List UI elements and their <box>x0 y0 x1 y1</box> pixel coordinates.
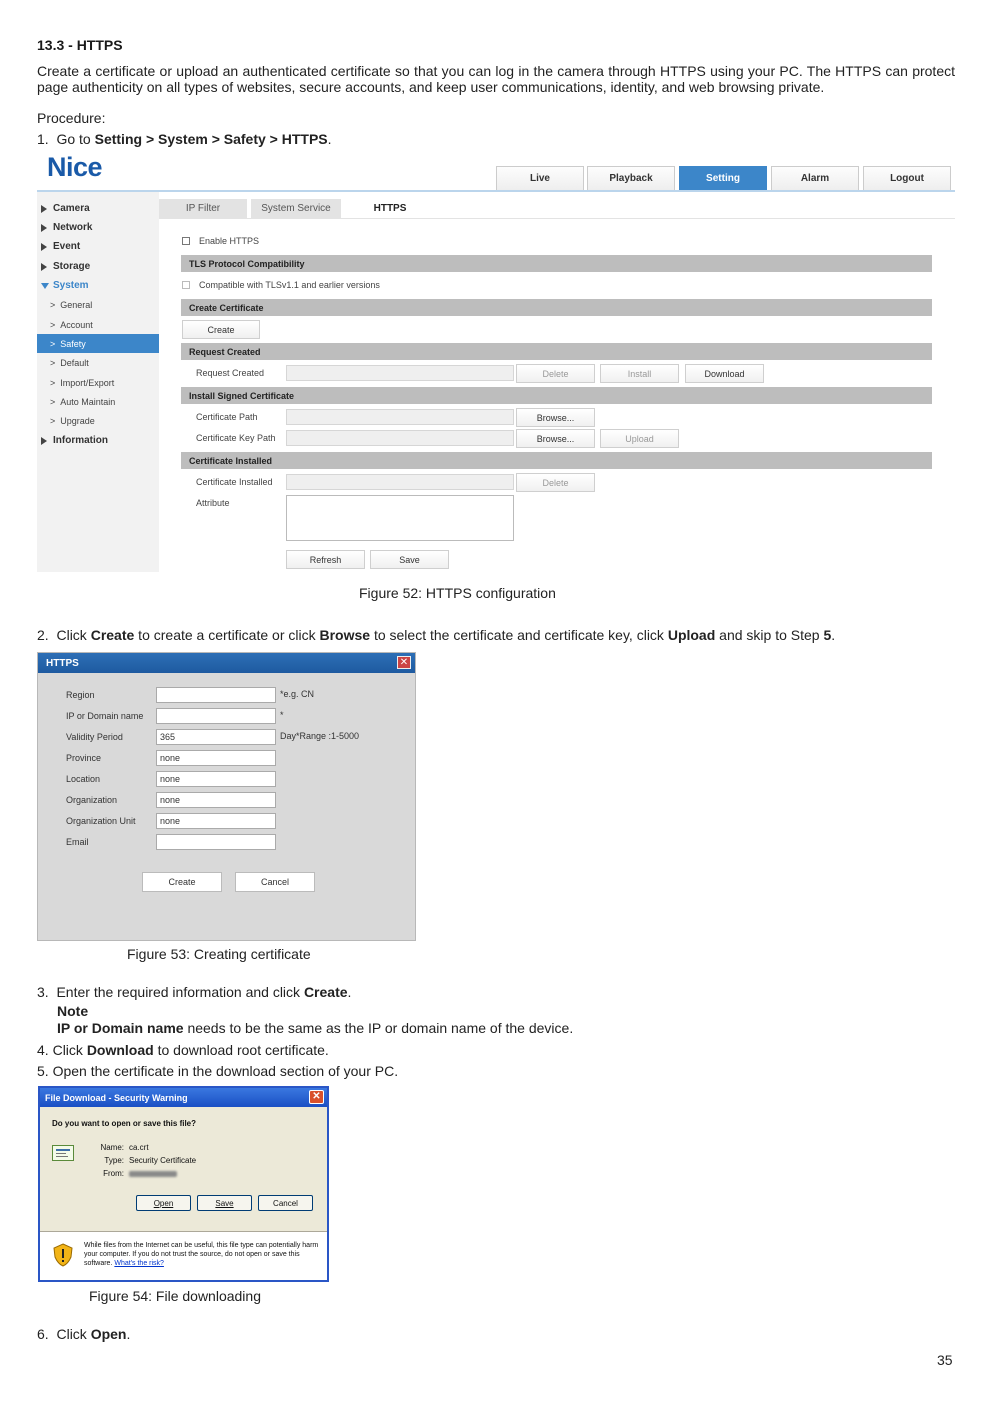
create-cert-section-header: Create Certificate <box>181 299 932 316</box>
sidebar-item-label: Auto Maintain <box>60 396 116 407</box>
sidebar-item-label: General <box>60 299 93 310</box>
step-text: . <box>126 1326 131 1342</box>
certificate-icon <box>52 1145 74 1161</box>
sidebar-item-camera[interactable] <box>37 199 159 218</box>
dialog-titlebar <box>38 653 415 673</box>
organization-label: Organization <box>66 795 118 805</box>
province-input[interactable]: none <box>156 750 276 766</box>
tab-system-service[interactable]: System Service <box>251 199 341 218</box>
domain-input[interactable] <box>156 708 276 724</box>
delete-request-button[interactable]: Delete <box>516 364 595 383</box>
warning-body: While files from the Internet can be useful, this file type can potentially harm your computer. If you do not trust the source, do not open or save this software. <box>84 1242 319 1267</box>
blurred-source <box>129 1171 177 1177</box>
warning-text <box>84 1241 320 1268</box>
cert-installed-label: Certificate Installed <box>196 477 273 487</box>
step-number: 6. <box>37 1326 49 1342</box>
chevron-right-icon: > <box>50 299 56 310</box>
region-input[interactable] <box>156 687 276 703</box>
browse-cert-button[interactable]: Browse... <box>516 408 595 427</box>
note-text <box>57 1020 573 1036</box>
sidebar-item-label: Storage <box>53 261 91 272</box>
region-label: Region <box>66 690 95 700</box>
step-number: 5. <box>37 1063 49 1079</box>
step-bold: 5 <box>823 627 832 643</box>
enable-https-label: Enable HTTPS <box>199 236 260 246</box>
validity-input[interactable]: 365 <box>156 729 276 745</box>
validity-label: Validity Period <box>66 732 123 742</box>
step-bold: Create <box>90 627 135 643</box>
risk-link[interactable]: What's the risk? <box>114 1260 164 1267</box>
step-text: to select the certificate and certificate key, click <box>370 627 668 643</box>
sidebar-item-label: Default <box>60 357 89 368</box>
cancel-label: Cancel <box>273 1198 298 1208</box>
figure-52-caption: Figure 52: HTTPS configuration <box>359 585 556 601</box>
refresh-button[interactable]: Refresh <box>286 550 365 569</box>
chevron-right-icon: > <box>50 415 56 426</box>
procedure-label: Procedure: <box>37 110 106 126</box>
create-certificate-button[interactable]: Create <box>182 320 260 339</box>
sidebar-item-information[interactable] <box>37 431 159 450</box>
step-number: 1. <box>37 131 49 147</box>
dialog-question: Do you want to open or save this file? <box>52 1119 197 1128</box>
note-body: needs to be the same as the IP or domain name of the device. <box>183 1020 574 1036</box>
browse-key-button[interactable]: Browse... <box>516 429 595 448</box>
collapse-arrow-icon <box>41 283 49 289</box>
step-text: Click <box>52 1042 87 1058</box>
province-label: Province <box>66 753 102 763</box>
sidebar <box>37 192 159 572</box>
install-button[interactable]: Install <box>600 364 679 383</box>
delete-installed-button[interactable]: Delete <box>516 473 595 492</box>
step-bold: Browse <box>319 627 371 643</box>
type-label: Type: <box>104 1156 124 1165</box>
download-button[interactable]: Download <box>685 364 764 383</box>
org-unit-label: Organization Unit <box>66 816 136 826</box>
page-number: 35 <box>937 1352 953 1368</box>
step-text: to download root certificate. <box>153 1042 329 1058</box>
step-text: . <box>327 131 332 147</box>
email-label: Email <box>66 837 89 847</box>
sidebar-item-system[interactable] <box>37 276 159 295</box>
expand-arrow-icon <box>41 243 47 251</box>
sidebar-item-storage[interactable] <box>37 257 159 276</box>
tab-ip-filter[interactable]: IP Filter <box>159 199 247 218</box>
cert-path-field[interactable] <box>286 409 514 425</box>
shield-warning-icon <box>53 1243 73 1267</box>
cert-installed-section-header: Certificate Installed <box>181 452 932 469</box>
step-text: and skip to Step <box>715 627 824 643</box>
figure-54-caption: Figure 54: File downloading <box>89 1288 261 1304</box>
sidebar-item-network[interactable] <box>37 218 159 237</box>
tab-logout[interactable]: Logout <box>863 166 951 190</box>
step-bold: Open <box>90 1326 127 1342</box>
sidebar-item-account[interactable] <box>37 315 159 334</box>
step-number: 3. <box>37 984 49 1000</box>
save-button[interactable] <box>197 1195 252 1211</box>
note-title: Note <box>57 1003 89 1019</box>
sidebar-item-import-export[interactable] <box>37 373 159 392</box>
sidebar-item-label: Safety <box>60 338 86 349</box>
from-label: From: <box>103 1169 124 1178</box>
domain-label: IP or Domain name <box>66 711 144 721</box>
sidebar-item-label: Camera <box>53 203 90 214</box>
tab-live[interactable]: Live <box>496 166 584 190</box>
chevron-right-icon: > <box>50 396 56 407</box>
step-text: Open the certificate in the download section of your PC. <box>52 1063 399 1079</box>
type-value: Security Certificate <box>129 1156 197 1165</box>
step-6 <box>37 1326 130 1342</box>
open-label: Open <box>153 1198 174 1208</box>
chevron-right-icon: > <box>50 319 56 330</box>
request-created-label: Request Created <box>196 368 265 378</box>
subtab-underline <box>159 218 955 219</box>
expand-arrow-icon <box>41 224 47 232</box>
step-number: 2. <box>37 627 49 643</box>
nice-logo: Nice <box>47 152 103 182</box>
step-number: 4. <box>37 1042 49 1058</box>
save-label: Save <box>215 1198 234 1208</box>
sidebar-item-label: Import/Export <box>60 377 115 388</box>
step-text: Click <box>56 1326 91 1342</box>
warning-panel <box>40 1231 327 1280</box>
tls-compat-label: Compatible with TLSv1.1 and earlier versions <box>199 280 380 290</box>
sidebar-item-safety[interactable] <box>37 334 159 353</box>
sidebar-item-label: Account <box>60 319 93 330</box>
request-created-section-header: Request Created <box>181 343 932 360</box>
section-heading: 13.3 - HTTPS <box>37 37 123 53</box>
tab-https[interactable]: HTTPS <box>345 199 435 218</box>
figure-https-configuration <box>37 150 955 572</box>
domain-hint: * <box>280 710 284 720</box>
dialog-title: File Download - Security Warning <box>45 1092 188 1103</box>
upload-button[interactable]: Upload <box>600 429 679 448</box>
sidebar-item-upgrade[interactable] <box>37 411 159 430</box>
validity-hint: Day*Range :1-5000 <box>280 731 360 741</box>
step-1 <box>37 131 332 147</box>
figure-file-download-dialog <box>38 1086 329 1282</box>
close-icon[interactable]: ✕ <box>309 1090 324 1104</box>
step-2 <box>37 627 955 643</box>
step-bold: Create <box>303 984 348 1000</box>
step-bold: Upload <box>667 627 716 643</box>
org-unit-input[interactable]: none <box>156 813 276 829</box>
name-label: Name: <box>100 1143 124 1152</box>
step-text: Enter the required information and click <box>56 984 304 1000</box>
tab-alarm[interactable]: Alarm <box>771 166 859 190</box>
expand-arrow-icon <box>41 437 47 445</box>
install-signed-section-header: Install Signed Certificate <box>181 387 932 404</box>
figure-53-caption: Figure 53: Creating certificate <box>127 946 311 962</box>
cancel-button[interactable] <box>258 1195 313 1211</box>
email-input[interactable] <box>156 834 276 850</box>
save-button[interactable]: Save <box>370 550 449 569</box>
location-input[interactable]: none <box>156 771 276 787</box>
close-icon[interactable]: ✕ <box>397 656 411 669</box>
step-5 <box>37 1063 398 1079</box>
location-label: Location <box>66 774 101 784</box>
step-text: . <box>831 627 836 643</box>
header-divider <box>37 190 955 192</box>
sidebar-item-event[interactable] <box>37 237 159 256</box>
attribute-textarea <box>286 495 514 541</box>
step-4 <box>37 1042 329 1058</box>
tab-playback[interactable]: Playback <box>587 166 675 190</box>
expand-arrow-icon <box>41 263 47 271</box>
step-text: to create a certificate or click <box>134 627 320 643</box>
sidebar-item-label: Upgrade <box>60 415 95 426</box>
note-bold: IP or Domain name <box>57 1020 184 1036</box>
attribute-label: Attribute <box>196 498 230 508</box>
request-created-field <box>286 365 514 381</box>
figure-create-certificate-dialog <box>37 652 416 941</box>
create-button[interactable]: Create <box>142 872 222 892</box>
cert-key-path-field[interactable] <box>286 430 514 446</box>
region-hint: *e.g. CN <box>280 689 315 699</box>
expand-arrow-icon <box>41 205 47 213</box>
chevron-right-icon: > <box>50 357 56 368</box>
chevron-right-icon: > <box>50 377 56 388</box>
open-button[interactable] <box>136 1195 191 1211</box>
sidebar-item-label: Information <box>53 435 108 446</box>
cert-path-label: Certificate Path <box>196 412 258 422</box>
sidebar-item-label: Network <box>53 222 93 233</box>
organization-input[interactable]: none <box>156 792 276 808</box>
sidebar-item-default[interactable] <box>37 353 159 372</box>
tls-compat-checkbox[interactable] <box>182 281 190 289</box>
sidebar-item-label: System <box>53 280 89 291</box>
tab-setting[interactable]: Setting <box>679 166 767 190</box>
step-3 <box>37 984 351 1000</box>
step-text: Go to <box>56 131 95 147</box>
enable-https-checkbox[interactable] <box>182 237 190 245</box>
sidebar-item-label: Event <box>53 241 81 252</box>
step-bold: Setting > System > Safety > HTTPS <box>94 131 328 147</box>
cert-key-path-label: Certificate Key Path <box>196 433 276 443</box>
chevron-right-icon: > <box>50 338 56 349</box>
step-bold: Download <box>86 1042 154 1058</box>
cert-installed-field <box>286 474 514 490</box>
dialog-titlebar <box>40 1088 327 1107</box>
sidebar-item-auto-maintain[interactable] <box>37 392 159 411</box>
sidebar-item-general[interactable] <box>37 295 159 314</box>
name-value: ca.crt <box>129 1143 149 1152</box>
step-text: Click <box>56 627 91 643</box>
intro-paragraph: Create a certificate or upload an authenticated certificate so that you can log in the camera through HTTPS using your PC. The HTTPS can protect page authenticity on all types of websites, secure accounts, and keep user communications, identity, and web browsing private. <box>37 63 955 95</box>
step-text: . <box>347 984 352 1000</box>
cancel-button[interactable]: Cancel <box>235 872 315 892</box>
dialog-title: HTTPS <box>46 657 79 669</box>
tls-section-header: TLS Protocol Compatibility <box>181 255 932 272</box>
